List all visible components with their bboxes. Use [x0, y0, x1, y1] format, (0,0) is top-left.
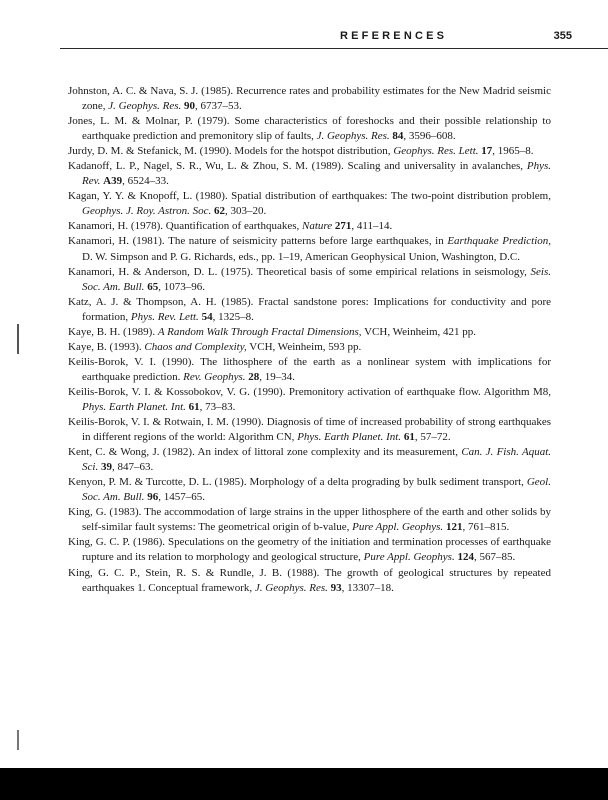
- ref-title: Fractal sandstone pores: Implications for conductivity and pore formation,: [82, 295, 551, 323]
- ref-pages: D. W. Simpson and P. G. Richards, eds., pp. 1–19, American Geophysical Union, Washington, D.C.: [82, 250, 520, 263]
- header-rule: [60, 48, 608, 49]
- ref-journal: Earthquake Prediction,: [447, 235, 551, 248]
- ref-journal: Can. J. Fish. Aquat. Sci.: [82, 446, 552, 474]
- reference-entry: [68, 144, 551, 159]
- ref-journal: Phys. Earth Planet. Int.: [82, 400, 186, 413]
- ref-title: Diagnosis of time of increased probability of strong earthquakes in different regions of the world: Algorithm CN,: [82, 416, 551, 444]
- page-number: 355: [553, 30, 572, 42]
- ref-authors: Kagan, Y. Y. & Knopoff, L. (1980).: [68, 190, 232, 203]
- ref-authors: Kaye, B. (1993).: [68, 340, 145, 353]
- ref-authors: Katz, A. J. & Thompson, A. H. (1985).: [68, 295, 259, 308]
- ref-authors: Jurdy, D. M. & Stefanick, M. (1990).: [68, 145, 235, 158]
- ref-pages: VCH, Weinheim, 593 pp.: [246, 340, 362, 353]
- reference-list: [68, 84, 551, 596]
- ref-volume: 61: [188, 400, 200, 413]
- ref-authors: Kanamori, H. (1981).: [68, 235, 169, 248]
- ref-title: The accommodation of large strains in the upper lithosphere of the earth and other solids by self-similar fault systems: The geometrical origin of b-value,: [82, 506, 551, 534]
- ref-volume: 271: [334, 220, 352, 233]
- ref-pages: , 19–34.: [259, 370, 296, 383]
- reference-entry: [68, 265, 551, 295]
- reference-entry: [68, 189, 551, 219]
- reference-entry: [68, 415, 551, 445]
- ref-journal: J. Geophys. Res.: [254, 581, 328, 594]
- ref-volume: 62: [213, 205, 225, 218]
- ref-pages: VCH, Weinheim, 421 pp.: [361, 325, 477, 338]
- ref-authors: King, G. C. P. (1986).: [68, 536, 168, 549]
- ref-authors: Kenyon, P. M. & Turcotte, D. L. (1985).: [68, 476, 250, 489]
- reference-entry: [68, 566, 551, 596]
- ref-pages: , 1965–8.: [492, 145, 534, 158]
- reference-entry: [68, 325, 551, 340]
- ref-title: The lithosphere of the earth as a nonlinear system with implications for earthquake prediction.: [82, 355, 551, 383]
- ref-volume: 124: [457, 551, 474, 564]
- reference-entry: [68, 535, 551, 565]
- ref-volume: 28: [248, 370, 260, 383]
- ref-authors: Kent, C. & Wong, J. (1982).: [68, 446, 198, 459]
- ref-authors: Johnston, A. C. & Nava, S. J. (1985).: [68, 85, 237, 97]
- reference-entry: [68, 385, 551, 415]
- reference-entry: [68, 84, 551, 114]
- ref-pages: , 6737–53.: [195, 100, 242, 113]
- ref-authors: Keilis-Borok, V. I. (1990).: [68, 355, 201, 368]
- ref-pages: , 1457–65.: [158, 491, 205, 504]
- ref-journal: Phys. Rev.: [82, 160, 551, 188]
- ref-pages: , 303–20.: [224, 205, 267, 218]
- ref-volume: 54: [201, 310, 213, 323]
- ref-title: Spatial distribution of earthquakes: The two-point distribution problem,: [231, 190, 551, 203]
- ref-authors: King, G. (1983).: [68, 506, 145, 519]
- ref-title: Some characteristics of foreshocks and their possible relationship to earthquake prediction and premonitory slip of faults,: [82, 115, 551, 143]
- ref-journal: Geophys. Res. Lett.: [393, 145, 479, 158]
- ref-journal: J. Geophys. Res.: [108, 100, 182, 113]
- ref-volume: 65: [147, 280, 159, 293]
- ref-pages: , 567–85.: [473, 551, 516, 564]
- reference-entry: [68, 505, 551, 535]
- ref-title: An index of littoral zone complexity and its measurement,: [197, 446, 462, 459]
- ref-pages: , 411–14.: [351, 220, 393, 233]
- ref-volume: 39: [100, 461, 112, 474]
- ref-pages: , 73–83.: [199, 400, 236, 413]
- reference-entry: [68, 475, 551, 505]
- ref-volume: 121: [445, 521, 463, 534]
- ref-title: Scaling and universality in avalanches,: [347, 160, 527, 173]
- reference-entry: [68, 355, 551, 385]
- ref-book-title: A Random Walk Through Fractal Dimensions,: [157, 325, 362, 338]
- ref-pages: , 761–815.: [462, 521, 510, 534]
- margin-scan-mark: [17, 730, 19, 750]
- ref-title: Premonitory activation of earthquake flow. Algorithm M8,: [288, 385, 551, 398]
- reference-entry: [68, 234, 551, 264]
- running-title: REFERENCES: [340, 30, 448, 42]
- ref-journal: Phys. Earth Planet. Int.: [297, 431, 402, 444]
- ref-volume: 61: [403, 431, 415, 444]
- ref-title: The nature of seismicity patterns before large earthquakes, in: [168, 235, 448, 248]
- ref-authors: Kadanoff, L. P., Nagel, S. R., Wu, L. & Zhou, S. M. (1989).: [68, 160, 348, 173]
- ref-authors: Keilis-Borok, V. I. & Rotwain, I. M. (1990).: [68, 416, 267, 429]
- scan-bottom-border: [0, 768, 608, 800]
- ref-journal: Geol. Soc. Am. Bull.: [82, 476, 551, 504]
- ref-volume: 90: [184, 100, 196, 113]
- ref-authors: King, G. C. P., Stein, R. S. & Rundle, J. B. (1988).: [68, 566, 325, 579]
- ref-journal: Seis. Soc. Am. Bull.: [82, 265, 552, 293]
- reference-entry: [68, 340, 551, 355]
- ref-title: Quantification of earthquakes,: [165, 220, 302, 233]
- ref-pages: , 6524–33.: [122, 175, 169, 188]
- ref-journal: Phys. Rev. Lett.: [130, 310, 199, 323]
- ref-pages: , 847–63.: [111, 461, 154, 474]
- ref-authors: Keilis-Borok, V. I. & Kossobokov, V. G. (1990).: [68, 385, 289, 398]
- ref-title: Morphology of a delta prograding by bulk sediment transport,: [249, 476, 527, 489]
- reference-entry: [68, 445, 551, 475]
- ref-volume: 84: [392, 130, 404, 143]
- ref-pages: , 57–72.: [414, 431, 451, 444]
- ref-authors: Jones, L. M. & Molnar, P. (1979).: [68, 115, 235, 128]
- reference-entry: [68, 159, 551, 189]
- ref-pages: , 3596–608.: [403, 130, 456, 143]
- reference-entry: [68, 295, 551, 325]
- ref-volume: A39: [103, 175, 123, 188]
- ref-journal: Geophys. J. Roy. Astron. Soc.: [82, 205, 212, 218]
- ref-journal: Pure Appl. Geophys.: [363, 551, 455, 564]
- margin-scan-mark: [17, 324, 19, 354]
- ref-pages: , 13307–18.: [341, 581, 394, 594]
- ref-title: Recurrence rates and probability estimates for the New Madrid seismic zone,: [82, 85, 551, 113]
- ref-volume: 93: [330, 581, 342, 594]
- ref-journal: Rev. Geophys.: [183, 370, 246, 383]
- ref-pages: , 1073–96.: [158, 280, 205, 293]
- ref-pages: , 1325–8.: [212, 310, 254, 323]
- ref-authors: Kaye, B. H. (1989).: [68, 325, 158, 338]
- ref-title: Speculations on the geometry of the initiation and termination processes of earthquake rupture and its relation to morphology and geological structure,: [82, 536, 551, 564]
- ref-authors: Kanamori, H. (1978).: [68, 220, 166, 233]
- reference-entry: [68, 219, 551, 234]
- ref-journal: Nature: [302, 220, 333, 233]
- ref-volume: 17: [481, 145, 493, 158]
- ref-title: Theoretical basis of some empirical relations in seismology,: [256, 265, 531, 278]
- ref-volume: 96: [147, 491, 159, 504]
- ref-authors: Kanamori, H. & Anderson, D. L. (1975).: [68, 265, 257, 278]
- ref-book-title: Chaos and Complexity,: [144, 340, 247, 353]
- ref-journal: J. Geophys. Res.: [316, 130, 390, 143]
- ref-journal: Pure Appl. Geophys.: [352, 521, 444, 534]
- ref-title: The growth of geological structures by repeated earthquakes 1. Conceptual framework,: [82, 566, 551, 594]
- ref-title: Models for the hotspot distribution,: [234, 145, 394, 158]
- reference-entry: [68, 114, 551, 144]
